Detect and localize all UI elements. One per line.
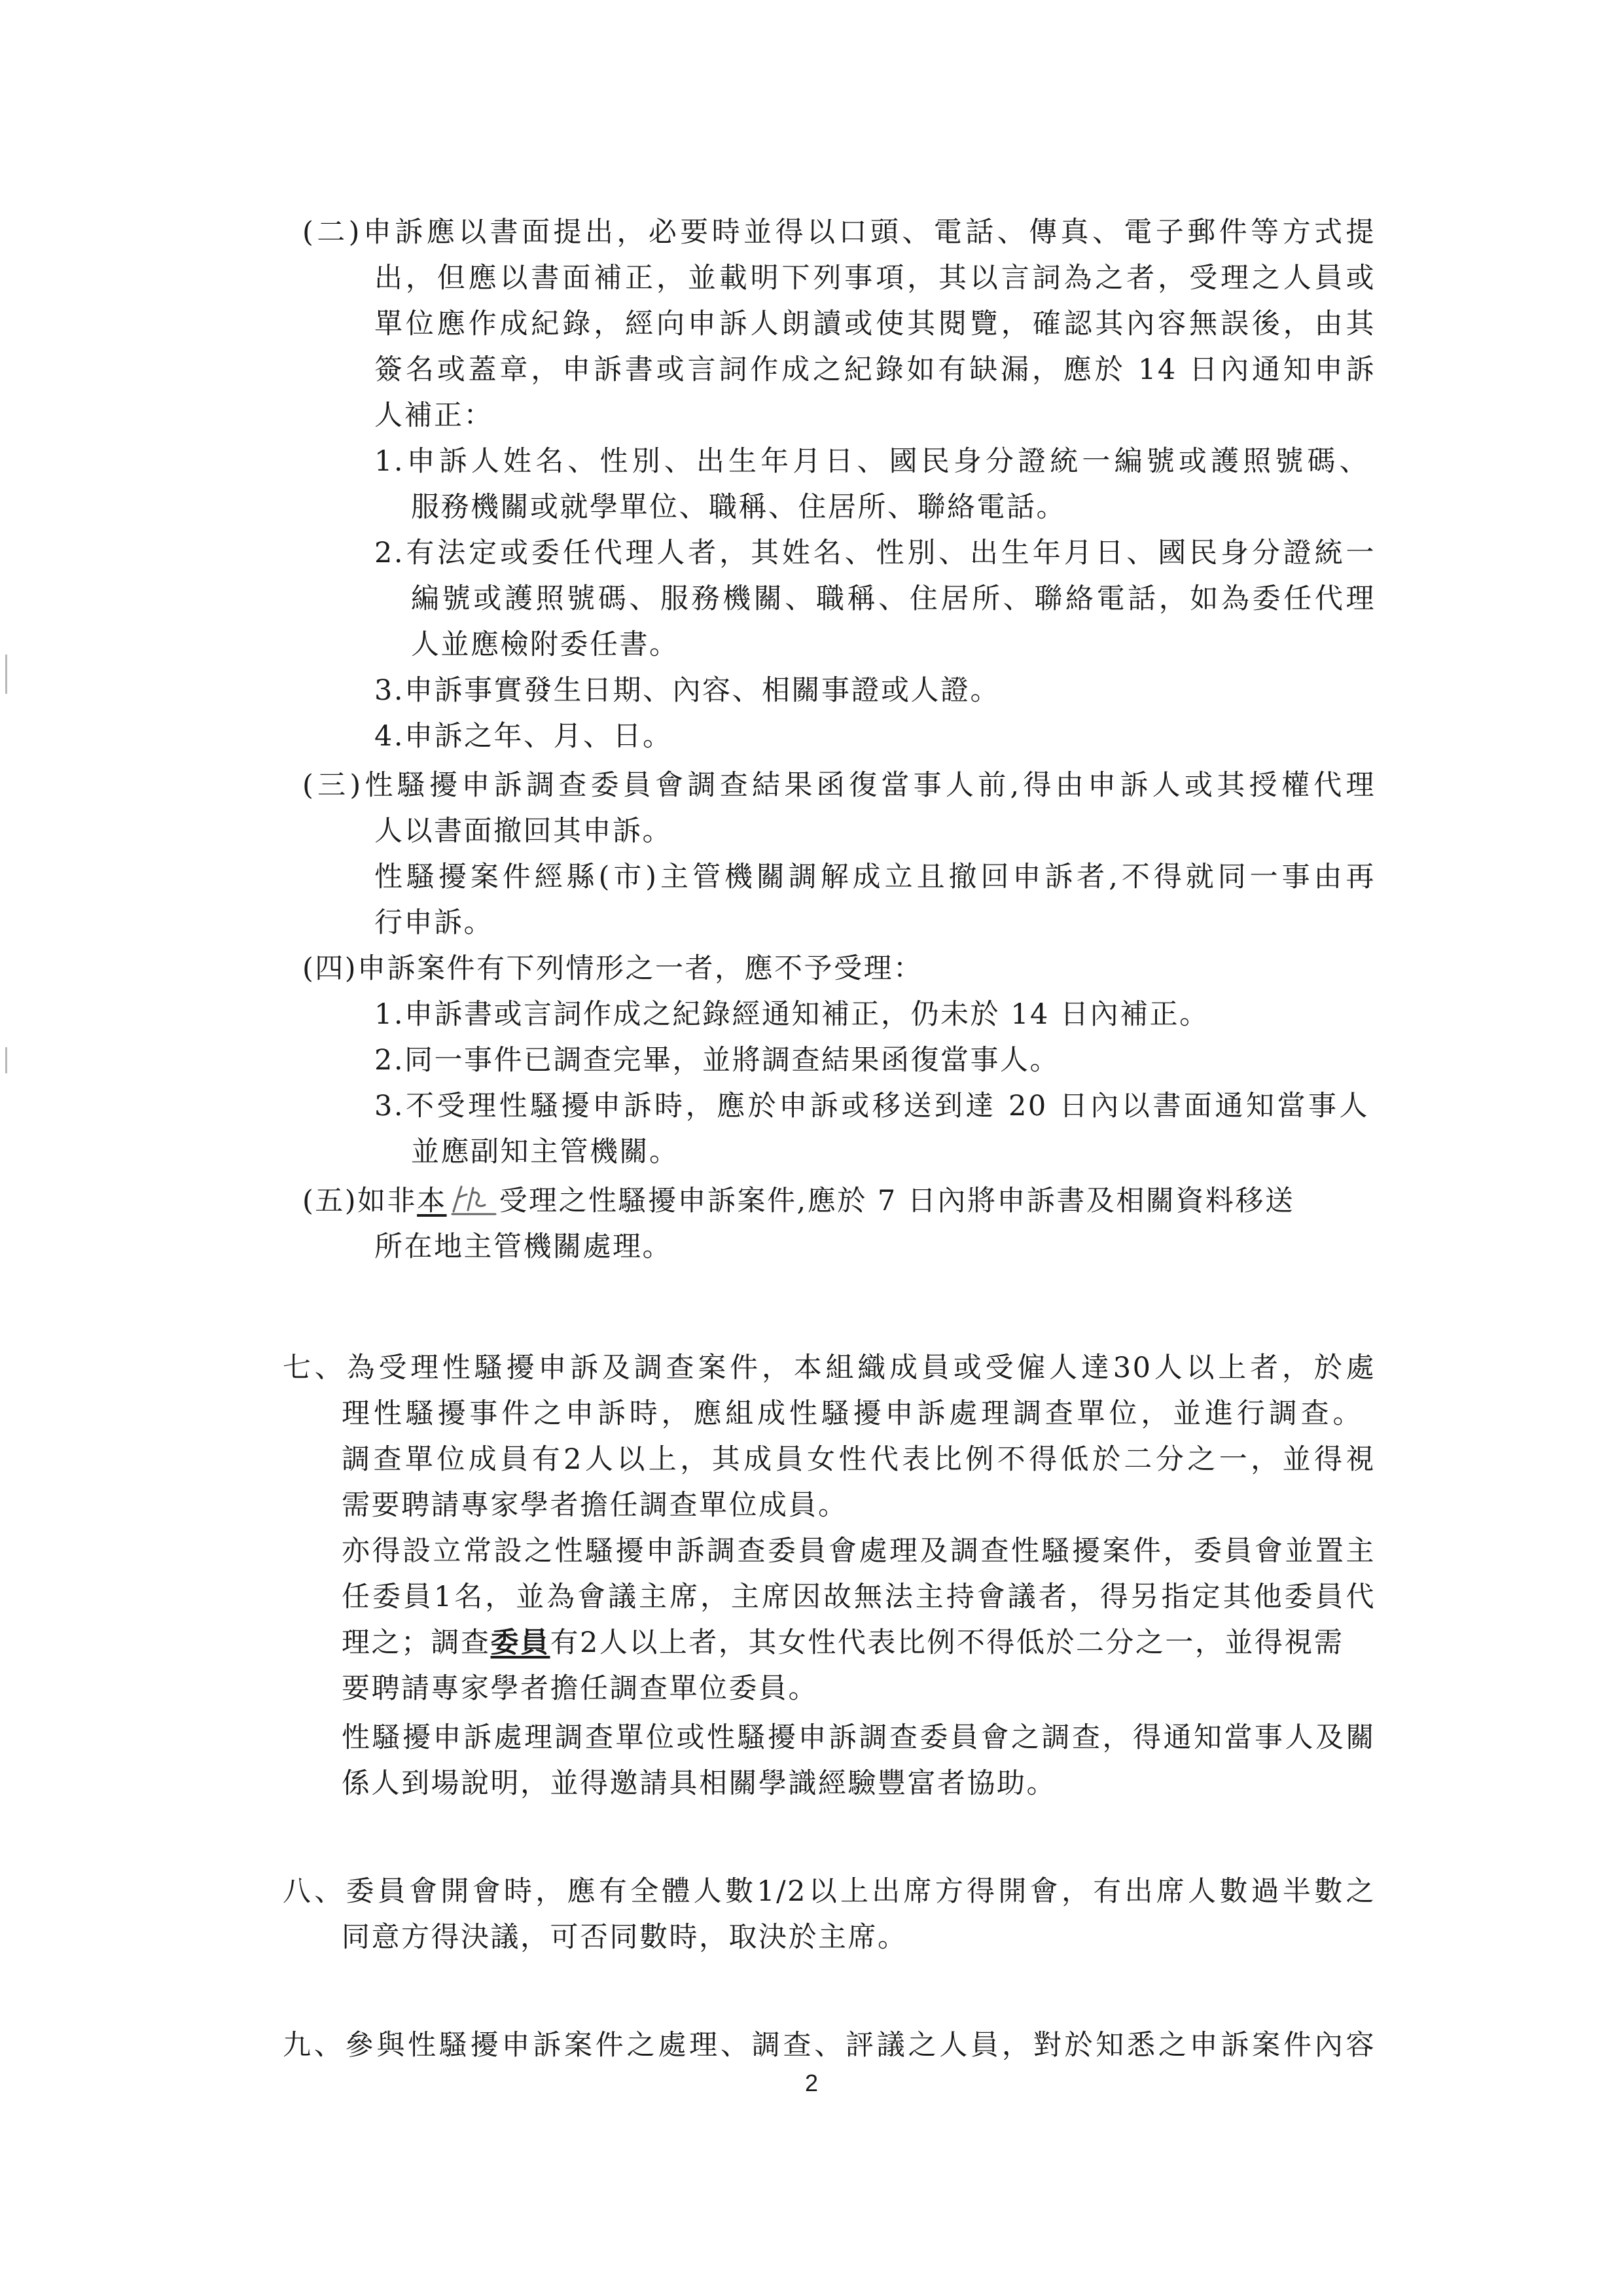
list-item-continuation: 服務機關或就學單位、職稱、住居所、聯絡電話。 bbox=[411, 491, 1066, 524]
section-heading-line: 七、為受理性騷擾申訴及調查案件，本組織成員或受僱人達30人以上者，於處 bbox=[283, 1352, 1376, 1384]
text-line: 理性騷擾事件之申訴時，應組成性騷擾申訴處理調查單位，並進行調查。 bbox=[342, 1397, 1363, 1430]
list-item-continuation: 編號或護照號碼、服務機關、職稱、住居所、聯絡電話，如為委任代理 bbox=[411, 583, 1376, 615]
text-line: 任委員1名，並為會議主席，主席因故無法主持會議者，得另指定其他委員代 bbox=[342, 1581, 1376, 1613]
page-number: 2 bbox=[804, 2070, 819, 2096]
section-heading-line: 九、參與性騷擾申訴案件之處理、調查、評議之人員，對於知悉之申訴案件內容 bbox=[283, 2029, 1376, 2062]
text-line: 行申訴。 bbox=[374, 906, 493, 939]
list-item: 1.申訴人姓名、性別、出生年月日、國民身分證統一編號或護照號碼、 bbox=[374, 445, 1369, 478]
list-item: 3.申訴事實發生日期、內容、相關事證或人證。 bbox=[374, 674, 1001, 707]
section-heading-line: 八、委員會開會時，應有全體人數1/2以上出席方得開會，有出席人數過半數之 bbox=[283, 1875, 1376, 1908]
list-item: 3.不受理性騷擾申訴時，應於申訴或移送到達 20 日內以書面通知當事人 bbox=[374, 1090, 1369, 1122]
list-item: 2.有法定或委任代理人者，其姓名、性別、出生年月日、國民身分證統一 bbox=[374, 537, 1376, 569]
list-item: 2.同一事件已調查完畢，並將調查結果函復當事人。 bbox=[374, 1044, 1060, 1077]
text-run: 有2人以上者，其女性代表比例不得低於二分之一，並得視需 bbox=[550, 1626, 1344, 1659]
text-line: 簽名或蓋章，申訴書或言詞作成之紀錄如有缺漏，應於 14 日內通知申訴 bbox=[374, 353, 1376, 386]
text-line: 要聘請專家學者擔任調查單位委員。 bbox=[342, 1672, 818, 1705]
text-line: 性騷擾申訴處理調查單位或性騷擾申訴調查委員會之調查，得通知當事人及關 bbox=[342, 1721, 1376, 1754]
text-run: (五)如非 bbox=[302, 1185, 418, 1217]
text-line: 所在地主管機關處理。 bbox=[374, 1230, 672, 1263]
text-line: 性騷擾案件經縣(市)主管機關調解成立且撤回申訴者,不得就同一事由再 bbox=[374, 861, 1376, 893]
text-line: 單位應作成紀錄，經向申訴人朗讀或使其閱覽，確認其內容無誤後，由其 bbox=[374, 308, 1376, 340]
text-line: 同意方得決議，可否同數時，取決於主席。 bbox=[342, 1921, 908, 1954]
list-item-continuation: 並應副知主管機關。 bbox=[411, 1136, 679, 1168]
list-item: 1.申訴書或言詞作成之紀錄經通知補正，仍未於 14 日內補正。 bbox=[374, 998, 1209, 1031]
text-line: 人補正： bbox=[374, 399, 493, 432]
text-line: 調查單位成員有2人以上，其成員女性代表比例不得低於二分之一，並得視 bbox=[342, 1443, 1376, 1476]
list-item: 4.申訴之年、月、日。 bbox=[374, 720, 673, 753]
text-line: 需要聘請專家學者擔任調查單位成員。 bbox=[342, 1489, 848, 1522]
scan-artifact bbox=[5, 1047, 7, 1073]
text-run: 理之；調查 bbox=[342, 1626, 491, 1659]
text-line: 亦得設立常設之性騷擾申訴調查委員會處理及調查性騷擾案件，委員會並置主 bbox=[342, 1535, 1376, 1568]
scan-artifact bbox=[5, 655, 7, 694]
emphasized-text: 委員 bbox=[490, 1626, 550, 1659]
text-line: 出，但應以書面補正，並載明下列事項，其以言詞為之者，受理之人員或 bbox=[374, 262, 1376, 295]
text-line: (四)申訴案件有下列情形之一者，應不予受理： bbox=[302, 952, 923, 985]
text-run: 受理之性騷擾申訴案件,應於 7 日內將申訴書及相關資料移送 bbox=[499, 1185, 1295, 1217]
text-line: 人以書面撤回其申訴。 bbox=[374, 815, 672, 848]
text-line: (二)申訴應以書面提出，必要時並得以口頭、電話、傳真、電子郵件等方式提 bbox=[302, 216, 1376, 249]
text-line: 係人到場說明，並得邀請具相關學識經驗豐富者協助。 bbox=[342, 1767, 1056, 1800]
text-line bbox=[342, 1623, 1376, 1664]
text-line: (三)性騷擾申訴調查委員會調查結果函復當事人前,得由申訴人或其授權代理 bbox=[302, 769, 1376, 802]
text-line bbox=[302, 1181, 1382, 1222]
underlined-text: 本 bbox=[417, 1185, 447, 1217]
handwritten-annotation-icon bbox=[447, 1183, 499, 1215]
list-item-continuation: 人並應檢附委任書。 bbox=[411, 628, 679, 661]
